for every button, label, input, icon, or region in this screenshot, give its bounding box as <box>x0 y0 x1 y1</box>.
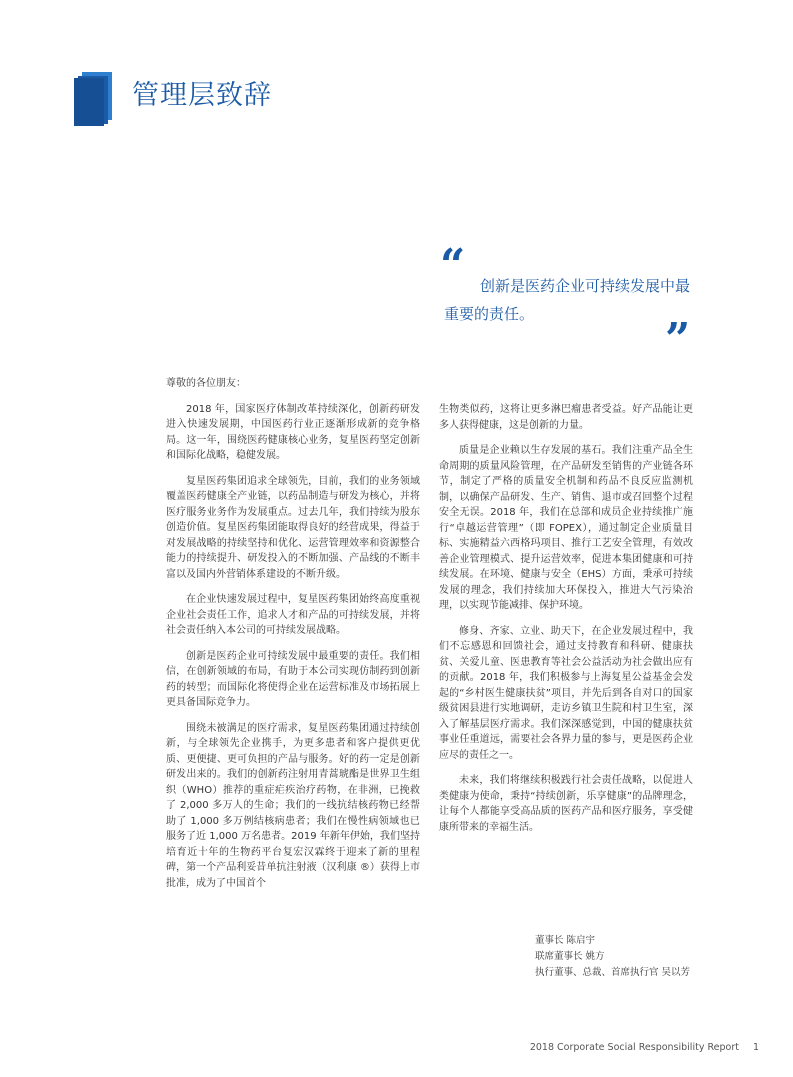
body-paragraph: 生物类似药，这将让更多淋巴瘤患者受益。好产品能让更多人获得健康，这是创新的力量。 <box>439 404 693 431</box>
book-icon <box>74 70 116 126</box>
signature-co-chairman: 联席董事长 姚方 <box>535 951 605 962</box>
body-paragraph: 创新是医药企业可持续发展中最重要的责任。我们相信，在创新领域的布局，有助于本公司实现仿制药到创新药的转型；而国际化将使得企业在运营标准及市场拓展上更具备国际竞争力。 <box>166 650 420 708</box>
body-paragraph: 修身、齐家、立业、助天下，在企业发展过程中，我们不忘感恩和回馈社会，通过支持教育和科研、健康扶贫、关爱儿童、医患教育等社会公益活动为社会做出应有的贡献。2018 年，我们积极参与上海复星公益基金会发起的“乡村医生健康扶贫”项目，并先后到各自对口的国家级贫困县进行实地调研，走访乡镇卫生院和村卫生室，深入了解基层医疗需求。我们深深感觉到，中国的健康扶贫事业任重道远，需要社会各界力量的参与，更是医药企业应尽的责任之一。 <box>439 625 693 761</box>
pull-quote: 创新是医药企业可持续发展中最重要的责任。 <box>444 277 691 323</box>
body-paragraph: 围绕未被满足的医疗需求，复星医药集团通过持续创新，与全球领先企业携手，为更多患者和客户提供更优质、更便捷、更可负担的产品与服务。好的药一定是创新研发出来的。我们的创新药注射用青蒿琥酯是世界卫生组织（WHO）推荐的重症疟疾治疗药物，在非洲，已挽救了 2,000 多万人的生命；我们的一线抗结核药物已经帮助了 1,000 多万例结核病患者；我们在慢性病领域也已服务了近 1,000 万名患者。2019 年新年伊始，我们坚持培育近十年的生物药平台复宏汉霖终于迎来了新的里程碑，第一个产品利妥昔单抗注射液（汉利康 ®）获得上市批准，成为了中国首个 <box>166 722 420 889</box>
body-paragraph: 质量是企业赖以生存发展的基石。我们注重产品全生命周期的质量风险管理，在产品研发至销售的产业链各环节，制定了严格的质量安全机制和药品不良反应监测机制，以确保产品研发、生产、销售、退市或召回整个过程安全无误。2018 年，我们在总部和成员企业持续推广施行“卓越运营管理”（即 FOPEX），通过制定企业质量目标、实施精益六西格玛项目、推行工艺安全管理，有效改善企业管理模式、提升运营效率，促进本集团健康和可持续发展。在环境、健康与安全（EHS）方面，秉承可持续发展的理念，我们持续加大环保投入，推进大气污染治理，以实现节能减排、保护环境。 <box>439 445 693 611</box>
salutation: 尊敬的各位朋友： <box>166 378 246 389</box>
page-number: 1 <box>752 1042 759 1053</box>
signature-chairman: 董事长 陈启宇 <box>535 935 596 946</box>
letter-column-left <box>166 376 420 901</box>
signature-block <box>535 933 690 981</box>
close-quote-mark: ” <box>665 314 691 365</box>
body-paragraph: 在企业快速发展过程中，复星医药集团始终高度重视企业社会责任工作，追求人才和产品的可持续发展，并将社会责任纳入本公司的可持续发展战略。 <box>166 594 420 636</box>
signature-ceo: 执行董事、总裁、首席执行官 吴以芳 <box>535 967 691 978</box>
letter-column-right <box>439 402 693 845</box>
body-paragraph: 2018 年，国家医疗体制改革持续深化，创新药研发进入快速发展期，中国医药行业正逐渐形成新的竞争格局。这一年，围绕医药健康核心业务，复星医药坚定创新和国际化战略，稳健发展。 <box>166 403 420 461</box>
page-title: 管理层致辞 <box>132 80 272 111</box>
body-paragraph: 未来，我们将继续积极践行社会责任战略，以促进人类健康为使命，秉持“持续创新，乐享健康”的品牌理念，让每个人都能享受高品质的医药产品和医疗服务，享受健康所带来的幸福生活。 <box>439 775 693 833</box>
open-quote-mark: “ <box>440 240 466 291</box>
report-title: 2018 Corporate Social Responsibility Report <box>529 1042 739 1053</box>
page-footer <box>530 1041 759 1055</box>
body-paragraph: 复星医药集团追求全球领先，目前，我们的业务领域覆盖医药健康全产业链，以药品制造与研发为核心，并将医疗服务业务作为发展重点。过去几年，我们持续为股东创造价值。复星医药集团能取得良好的经营成果，得益于对发展战略的持续坚持和优化、运营管理效率和资源整合能力的持续提升、研发投入的不断加强、产品线的不断丰富以及国内外营销体系建设的不断升级。 <box>166 475 420 580</box>
